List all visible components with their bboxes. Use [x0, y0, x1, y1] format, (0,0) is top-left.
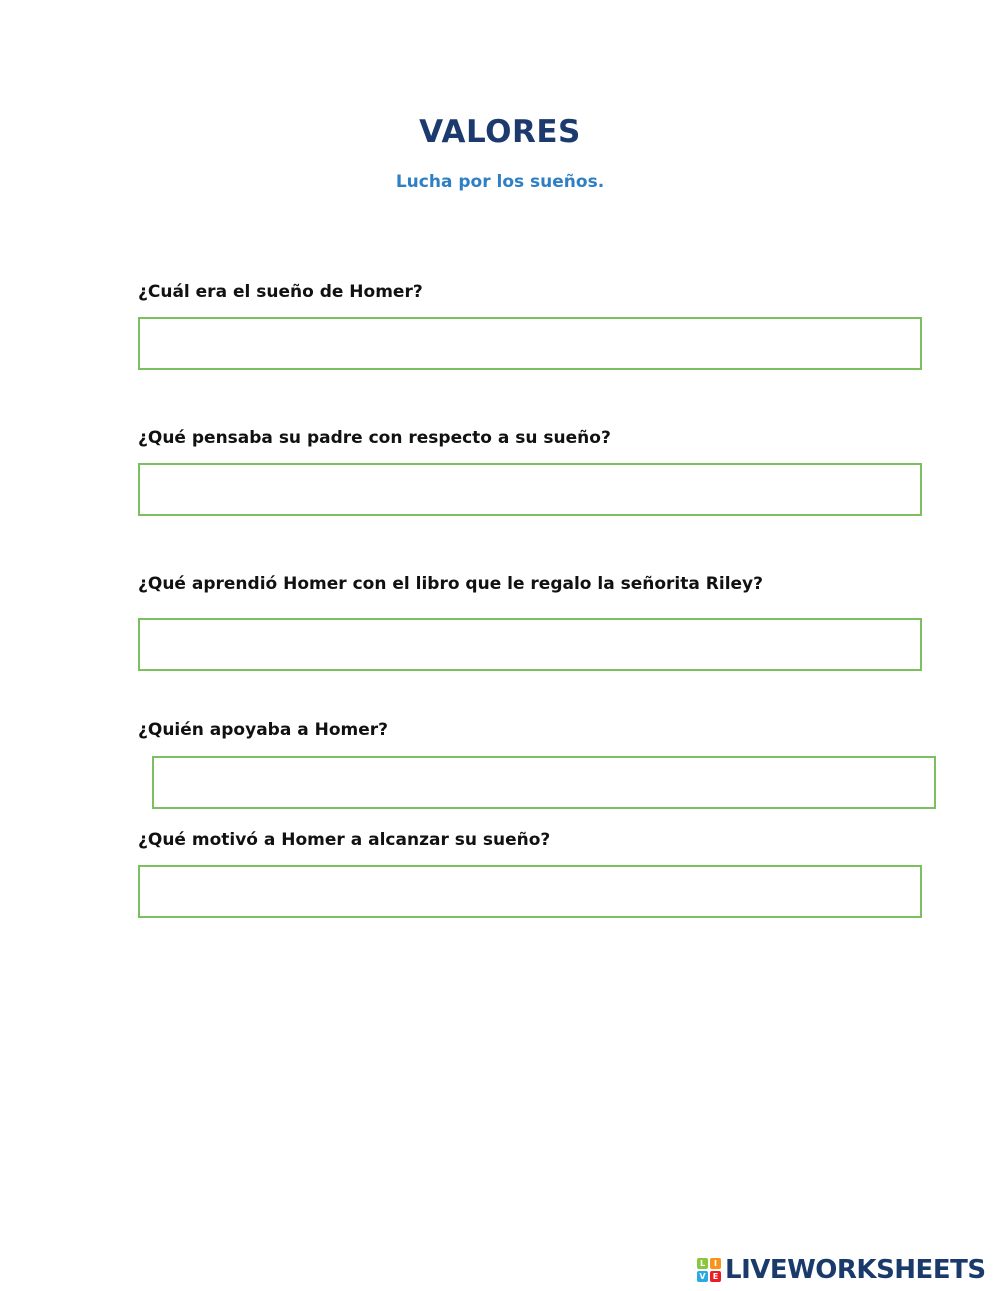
- worksheet-title: VALORES: [419, 114, 581, 150]
- liveworksheets-logo-icon: [697, 1258, 721, 1282]
- question-2-label: ¿Qué pensaba su padre con respecto a su sueño?: [138, 428, 611, 448]
- answer-2-input[interactable]: [138, 463, 922, 516]
- logo-tile-i: I: [710, 1258, 721, 1269]
- liveworksheets-logo: [697, 1254, 986, 1286]
- logo-tile-v: V: [697, 1271, 708, 1282]
- logo-tile-l: L: [697, 1258, 708, 1269]
- question-3-label: ¿Qué aprendió Homer con el libro que le regalo la señorita Riley?: [138, 574, 763, 594]
- question-5-label: ¿Qué motivó a Homer a alcanzar su sueño?: [138, 830, 551, 850]
- answer-1-input[interactable]: [138, 317, 922, 370]
- answer-4-input[interactable]: [152, 756, 936, 809]
- worksheet-subtitle: Lucha por los sueños.: [395, 172, 605, 192]
- answer-5-input[interactable]: [138, 865, 922, 918]
- question-4-label: ¿Quién apoyaba a Homer?: [138, 720, 389, 740]
- question-1-label: ¿Cuál era el sueño de Homer?: [138, 282, 423, 302]
- answer-3-input[interactable]: [138, 618, 922, 671]
- logo-tile-e: E: [710, 1271, 721, 1282]
- liveworksheets-brand-text: LIVEWORKSHEETS: [725, 1255, 986, 1285]
